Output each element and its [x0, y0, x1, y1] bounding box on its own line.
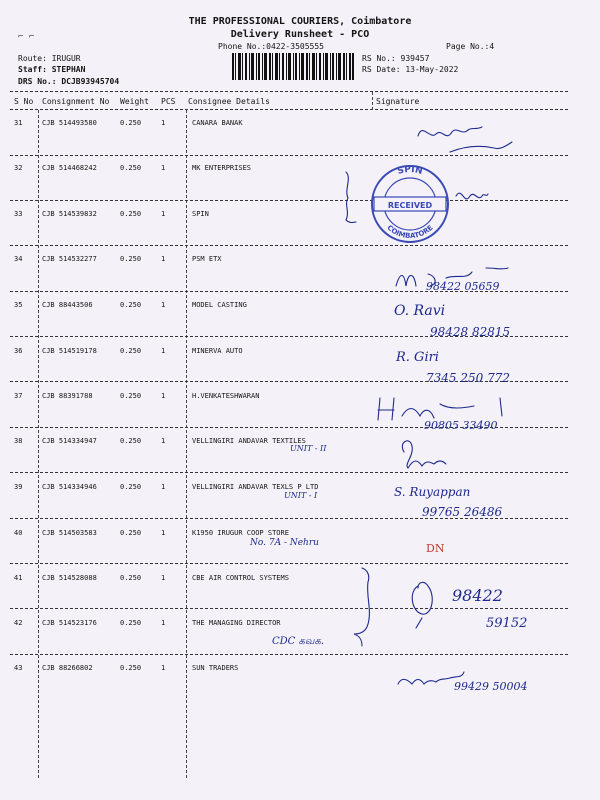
row-consignment: CJB 514503583	[42, 529, 97, 537]
row-sno: 31	[14, 119, 23, 127]
row-consignee: PSM ETX	[192, 255, 222, 263]
row-weight: 0.250	[120, 255, 142, 263]
handwritten-dn-note: DN	[426, 542, 445, 555]
document-subtitle: Delivery Runsheet - PCO	[230, 29, 370, 40]
row-pcs: 1	[161, 574, 166, 582]
col-sno: S No	[14, 97, 34, 106]
row-sno: 41	[14, 574, 23, 582]
row-pcs: 1	[161, 164, 166, 172]
signature-row38	[402, 441, 446, 468]
col-consignment: Consignment No	[42, 97, 110, 106]
row-sno: 32	[14, 164, 23, 172]
row-pcs: 1	[161, 255, 166, 263]
row-pcs: 1	[161, 347, 166, 355]
handwritten-name-row35: O. Ravi	[394, 303, 446, 319]
row-consignee: THE MANAGING DIRECTOR	[192, 619, 281, 627]
rs-date: RS Date: 13-May-2022	[362, 65, 459, 74]
signature-row41	[412, 582, 432, 628]
stamp-bottom-text: COIMBATORE	[385, 223, 435, 241]
row-pcs: 1	[161, 210, 166, 218]
row-sno: 36	[14, 347, 23, 355]
row-sno: 39	[14, 483, 23, 491]
row-weight: 0.250	[120, 210, 142, 218]
row-pcs: 1	[161, 664, 166, 672]
row-sno: 34	[14, 255, 23, 263]
handwritten-phone-row36: 7345 250 772	[426, 371, 510, 385]
row-sno: 37	[14, 392, 23, 400]
handwritten-cdc-note: CDC கவக.	[272, 636, 325, 647]
row-sno: 33	[14, 210, 23, 218]
col-consignee: Consignee Details	[188, 97, 270, 106]
row-pcs: 1	[161, 119, 166, 127]
handwritten-phone-row41: 98422	[452, 586, 503, 605]
col-signature: Signature	[376, 97, 420, 106]
signature-brace-row32	[346, 172, 356, 223]
row-sno: 43	[14, 664, 23, 672]
row-pcs: 1	[161, 529, 166, 537]
signature-brace-row41	[354, 568, 369, 646]
handwritten-phone-row34: 98422 05659	[426, 280, 500, 293]
row-weight: 0.250	[120, 664, 142, 672]
row-weight: 0.250	[120, 529, 142, 537]
page-number: Page No.:4	[446, 42, 495, 51]
row-consignee: MODEL CASTING	[192, 301, 247, 309]
row-weight: 0.250	[120, 437, 142, 445]
row-consignee: CBE AIR CONTROL SYSTEMS	[192, 574, 289, 582]
row-consignee: H.VENKATESHWARAN	[192, 392, 260, 400]
row-consignment: CJB 514334947	[42, 437, 97, 445]
handwritten-unit1: UNIT - I	[284, 491, 318, 500]
row-consignee: SPIN	[192, 210, 209, 218]
company-title: THE PROFESSIONAL COURIERS, Coimbatore	[188, 16, 412, 27]
col-weight: Weight	[120, 97, 149, 106]
handwritten-phone-row42: 59152	[486, 616, 528, 631]
corner-mark: ⌐ ⌐	[18, 32, 35, 42]
handwritten-unit2: UNIT - II	[290, 444, 327, 453]
row-consignment: CJB 514528088	[42, 574, 97, 582]
row-weight: 0.250	[120, 119, 142, 127]
drs-number: DRS No.: DCJB93945704	[18, 77, 120, 86]
row-weight: 0.250	[120, 347, 142, 355]
row-consignment: CJB 514539832	[42, 210, 97, 218]
handwritten-phone-row35: 98428 82815	[430, 325, 511, 339]
row-weight: 0.250	[120, 619, 142, 627]
handwritten-address-note: No. 7A - Nehru	[250, 538, 319, 548]
route-label: Route: IRUGUR	[18, 54, 81, 63]
stamp-top-text: SPIN	[396, 164, 424, 177]
signature-row31	[418, 127, 482, 136]
row-consignment: CJB 514493580	[42, 119, 97, 127]
row-consignee: VELLINGIRI ANDAVAR TEXTILES	[192, 437, 306, 445]
row-weight: 0.250	[120, 574, 142, 582]
row-consignment: CJB 514468242	[42, 164, 97, 172]
row-weight: 0.250	[120, 392, 142, 400]
row-sno: 38	[14, 437, 23, 445]
staff-label: Staff: STEPHAN	[18, 65, 86, 74]
row-consignee: K1950 IRUGUR COOP STORE	[192, 529, 289, 537]
row-pcs: 1	[161, 437, 166, 445]
handwritten-phone-row43: 99429 50004	[454, 680, 528, 693]
signature-row33	[456, 193, 488, 199]
row-consignee: MK ENTERPRISES	[192, 164, 252, 172]
row-consignment: CJB 514334946	[42, 483, 97, 491]
row-weight: 0.250	[120, 164, 142, 172]
handwritten-name-row39: S. Ruyappan	[394, 485, 471, 499]
row-consignment: CJB 514523176	[42, 619, 97, 627]
row-pcs: 1	[161, 483, 166, 491]
row-sno: 35	[14, 301, 23, 309]
stamp-middle-text: RECEIVED	[387, 201, 433, 210]
handwritten-name-row36: R. Giri	[396, 350, 439, 365]
row-sno: 40	[14, 529, 23, 537]
row-weight: 0.250	[120, 483, 142, 491]
row-consignee: SUN TRADERS	[192, 664, 239, 672]
row-consignment: CJB 88443506	[42, 301, 93, 309]
handwritten-phone-row37: 90805 33490	[424, 419, 498, 432]
rs-number: RS No.: 939457	[362, 54, 430, 63]
row-sno: 42	[14, 619, 23, 627]
row-weight: 0.250	[120, 301, 142, 309]
row-consignee: MINERVA AUTO	[192, 347, 243, 355]
row-pcs: 1	[161, 392, 166, 400]
row-consignment: CJB 88266802	[42, 664, 93, 672]
row-consignment: CJB 514519178	[42, 347, 97, 355]
row-consignee: CANARA BANAK	[192, 119, 243, 127]
handwritten-phone-row39: 99765 26486	[422, 505, 503, 519]
row-pcs: 1	[161, 619, 166, 627]
row-consignment: CJB 88391788	[42, 392, 93, 400]
row-consignee: VELLINGIRI ANDAVAR TEXLS P LTD	[192, 483, 319, 491]
row-pcs: 1	[161, 301, 166, 309]
col-pcs: PCS	[161, 97, 176, 106]
company-phone: Phone No.:0422-3505555	[218, 42, 324, 51]
row-consignment: CJB 514532277	[42, 255, 97, 263]
